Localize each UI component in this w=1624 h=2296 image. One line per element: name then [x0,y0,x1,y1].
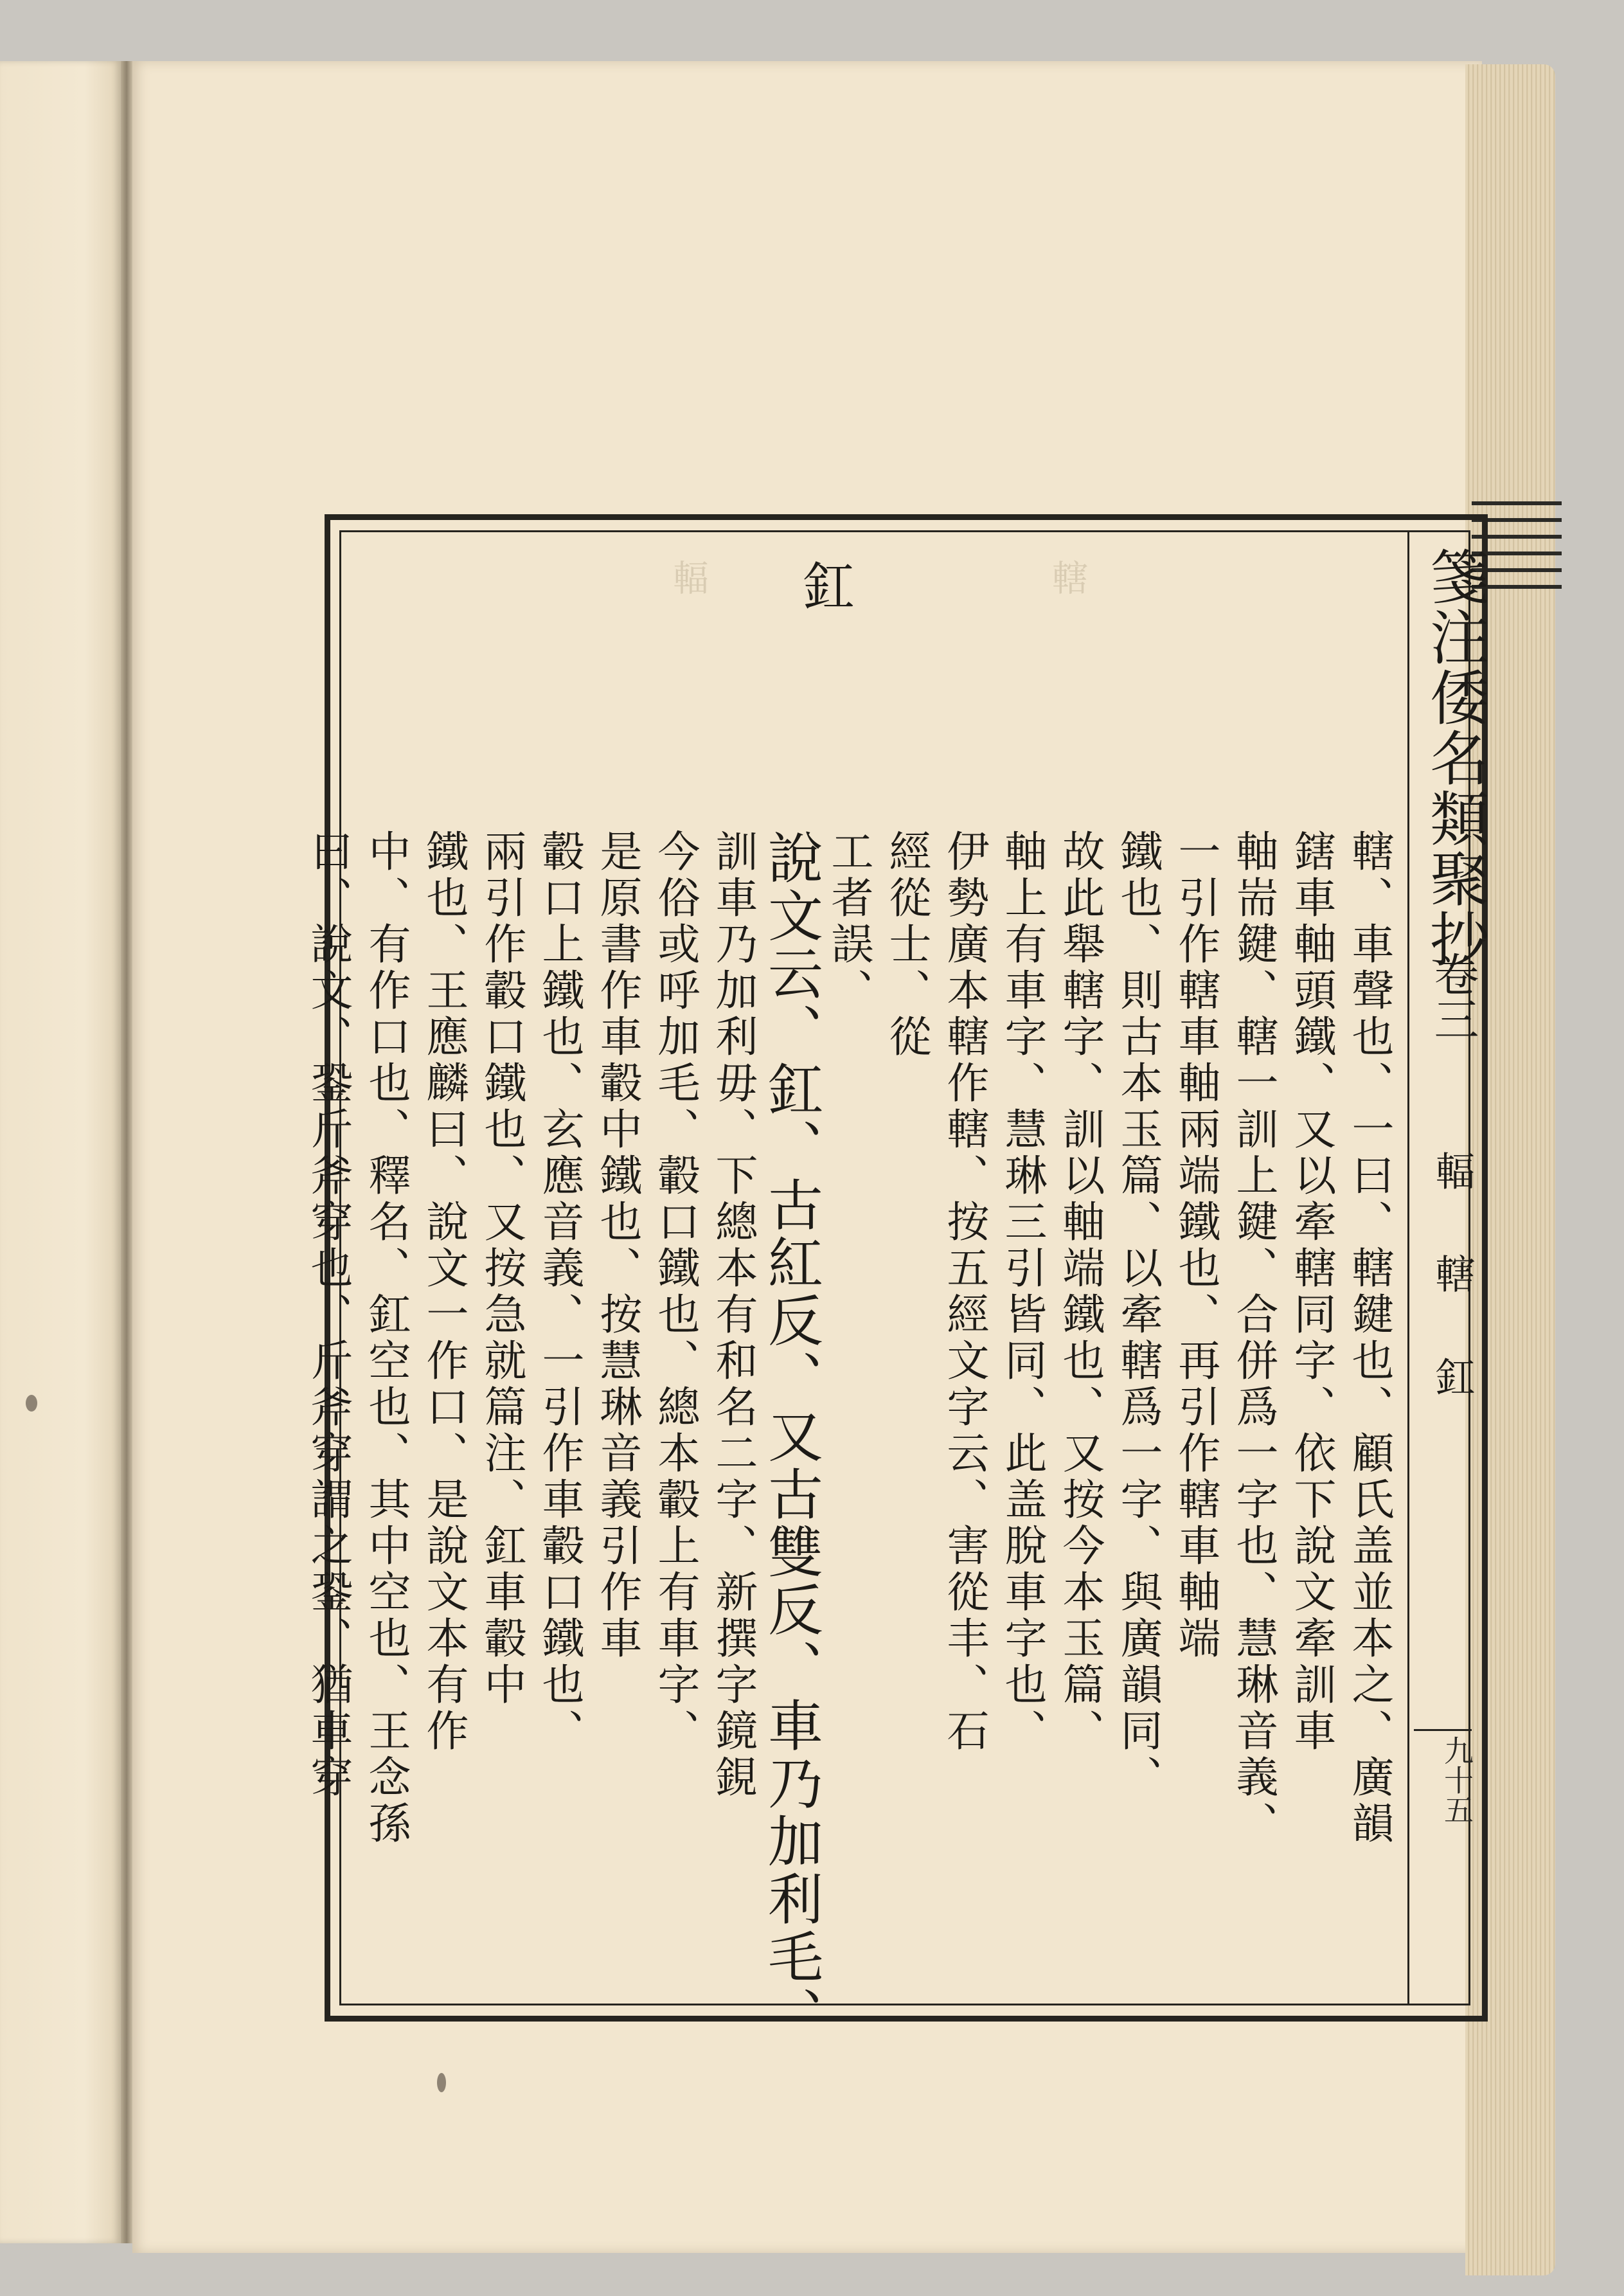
section-entries: 輻 轄 釭 [1429,1151,1476,1408]
text-column: 曰、說文、銎斤斧穿也、斤斧穿謂之銎、猶車穿 [303,829,353,1801]
book-gutter [121,61,132,2243]
text-column: 經從士、從 [882,829,931,1061]
text-column: 鎋車軸頭鐵、又以牽轄同字、依下說文牽訓車 [1287,829,1336,1755]
text-column: 轂口上鐵也、玄應音義、一引作車轂口鐵也、 [535,829,584,1755]
show-through-glyph: 輻 [667,559,709,595]
text-column: 是原書作車轂中鐵也、按慧琳音義引作車 [593,829,642,1662]
folio-divider [1414,1729,1472,1731]
text-column: 今俗或呼加毛、轂口鐵也、總本轂上有車字、 [650,829,700,1755]
text-column: 訓車乃加利毋、下總本有和名二字、新撰字鏡鋧 [708,829,758,1801]
paper-speck [26,1395,37,1412]
text-column: 故此舉轄字、訓以軸端鐵也、又按今本玉篇、 [1055,829,1105,1755]
left-page [0,61,121,2243]
text-column: 中、有作口也、釋名、釭空也、其中空也、王念孫 [361,829,411,1847]
text-column: 兩引作轂口鐵也、又按急就篇注、釭車轂中 [477,829,526,1709]
paper-speck [437,2073,446,2092]
text-column: 工者誤、 [824,829,873,1014]
show-through-glyph: 轄 [1046,559,1088,595]
text-column: 軸上有車字、慧琳三引皆同、此盖脫車字也、 [997,829,1047,1755]
entry-heading: 釭 [794,559,854,611]
text-column: 伊勢廣本轄作轄、按五經文字云、害從丰、石 [940,829,989,1755]
text-column: 鐵也、王應麟曰、說文一作口、是說文本有作 [419,829,468,1755]
text-column: 軸耑鍵、轄一訓上鍵、合併爲一字也、慧琳音義、 [1229,829,1278,1847]
text-column: 說文云、釭、古紅反、又古雙反、車乃加利毛、 [758,829,823,2044]
text-column: 轄、車聲也、一曰、轄鍵也、顧氏盖並本之、廣韻 [1344,829,1394,1847]
text-column: 鐵也、則古本玉篇、以牽轄爲一字、與廣韻同、 [1113,829,1163,1801]
header-divider [1407,530,1409,2005]
folio-number: 九十五 [1440,1735,1474,1824]
volume-label: 卷三 [1427,951,1479,1041]
text-column: 一引作轄車軸兩端鐵也、再引作轄車軸端 [1171,829,1220,1662]
book-title: 箋注倭名類聚抄 [1420,546,1489,969]
